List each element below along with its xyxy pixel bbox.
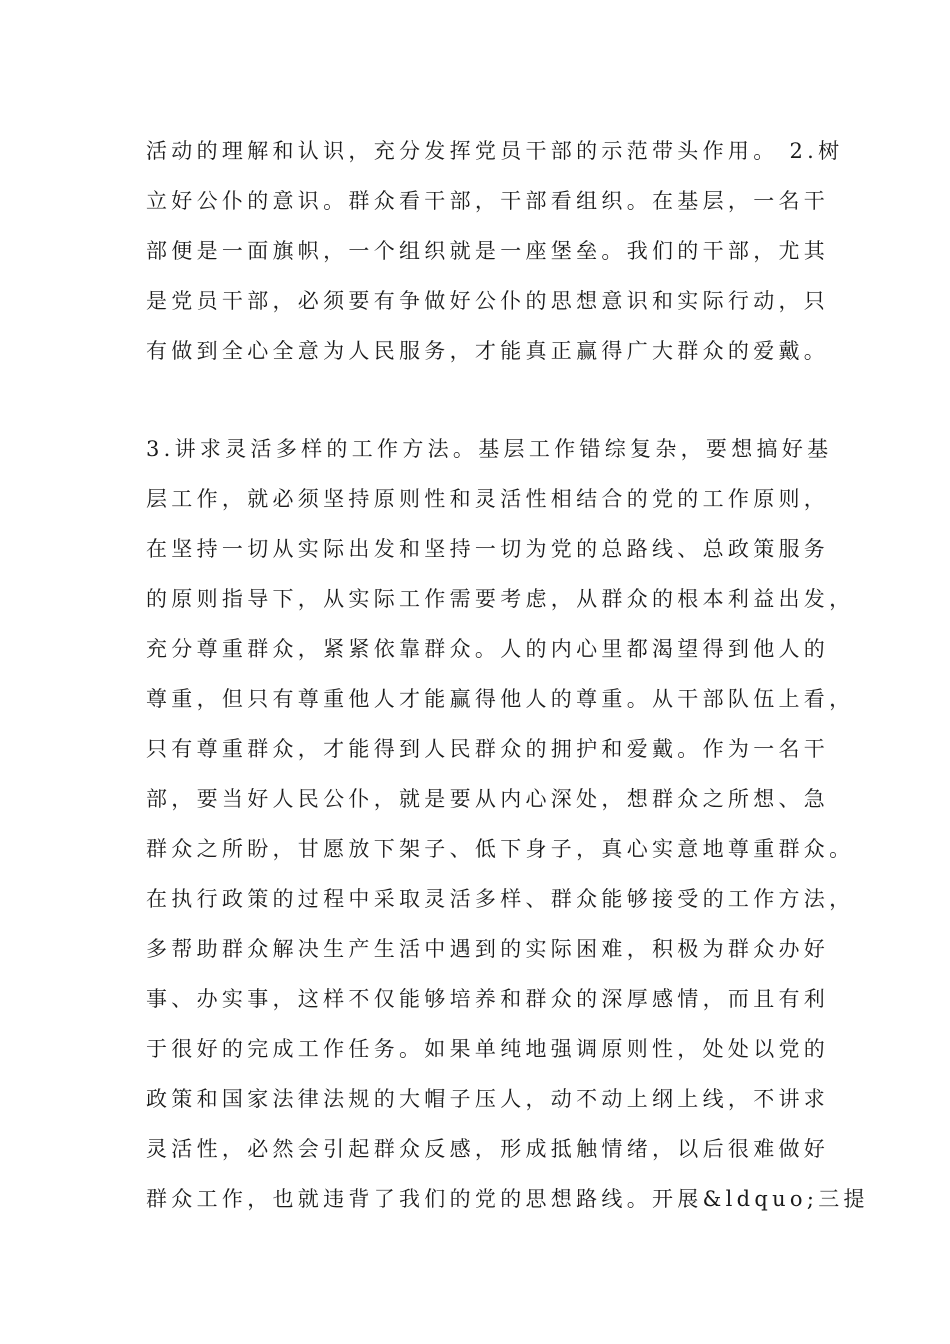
text-line: 是党员干部，必须要有争做好公仆的思想意识和实际行动，只 xyxy=(146,289,830,313)
text-line: 立好公仆的意识。群众看干部，干部看组织。在基层，一名干 xyxy=(146,189,830,213)
text-line: 层工作，就必须坚持原则性和灵活性相结合的党的工作原则， xyxy=(146,487,830,511)
text-line: 事、办实事，这样不仅能够培养和群众的深厚感情，而且有利 xyxy=(146,987,830,1011)
text-line: 充分尊重群众，紧紧依靠群众。人的内心里都渴望得到他人的 xyxy=(146,637,830,661)
text-line: 部便是一面旗帜，一个组织就是一座堡垒。我们的干部，尤其 xyxy=(146,239,830,263)
text-line: 3.讲求灵活多样的工作方法。基层工作错综复杂，要想搞好基 xyxy=(146,437,833,461)
text-line: 群众工作，也就违背了我们的党的思想路线。开展&ldquo;三提 xyxy=(146,1187,869,1211)
text-line: 在执行政策的过程中采取灵活多样、群众能够接受的工作方法， xyxy=(146,887,855,911)
text-line: 灵活性，必然会引起群众反感，形成抵触情绪，以后很难做好 xyxy=(146,1137,830,1161)
text-line: 活动的理解和认识，充分发挥党员干部的示范带头作用。 2.树 xyxy=(146,139,844,163)
text-line: 有做到全心全意为人民服务，才能真正赢得广大群众的爱戴。 xyxy=(146,339,830,363)
text-line: 政策和国家法律法规的大帽子压人，动不动上纲上线，不讲求 xyxy=(146,1087,830,1111)
text-line: 的原则指导下，从实际工作需要考虑，从群众的根本利益出发， xyxy=(146,587,855,611)
text-line: 群众之所盼，甘愿放下架子、低下身子，真心实意地尊重群众。 xyxy=(146,837,855,861)
text-line: 多帮助群众解决生产生活中遇到的实际困难，积极为群众办好 xyxy=(146,937,830,961)
text-line: 只有尊重群众，才能得到人民群众的拥护和爱戴。作为一名干 xyxy=(146,737,830,761)
text-line: 于很好的完成工作任务。如果单纯地强调原则性，处处以党的 xyxy=(146,1037,830,1061)
text-line: 尊重，但只有尊重他人才能赢得他人的尊重。从干部队伍上看， xyxy=(146,687,855,711)
text-line: 部，要当好人民公仆，就是要从内心深处，想群众之所想、急 xyxy=(146,787,830,811)
text-line: 在坚持一切从实际出发和坚持一切为党的总路线、总政策服务 xyxy=(146,537,830,561)
